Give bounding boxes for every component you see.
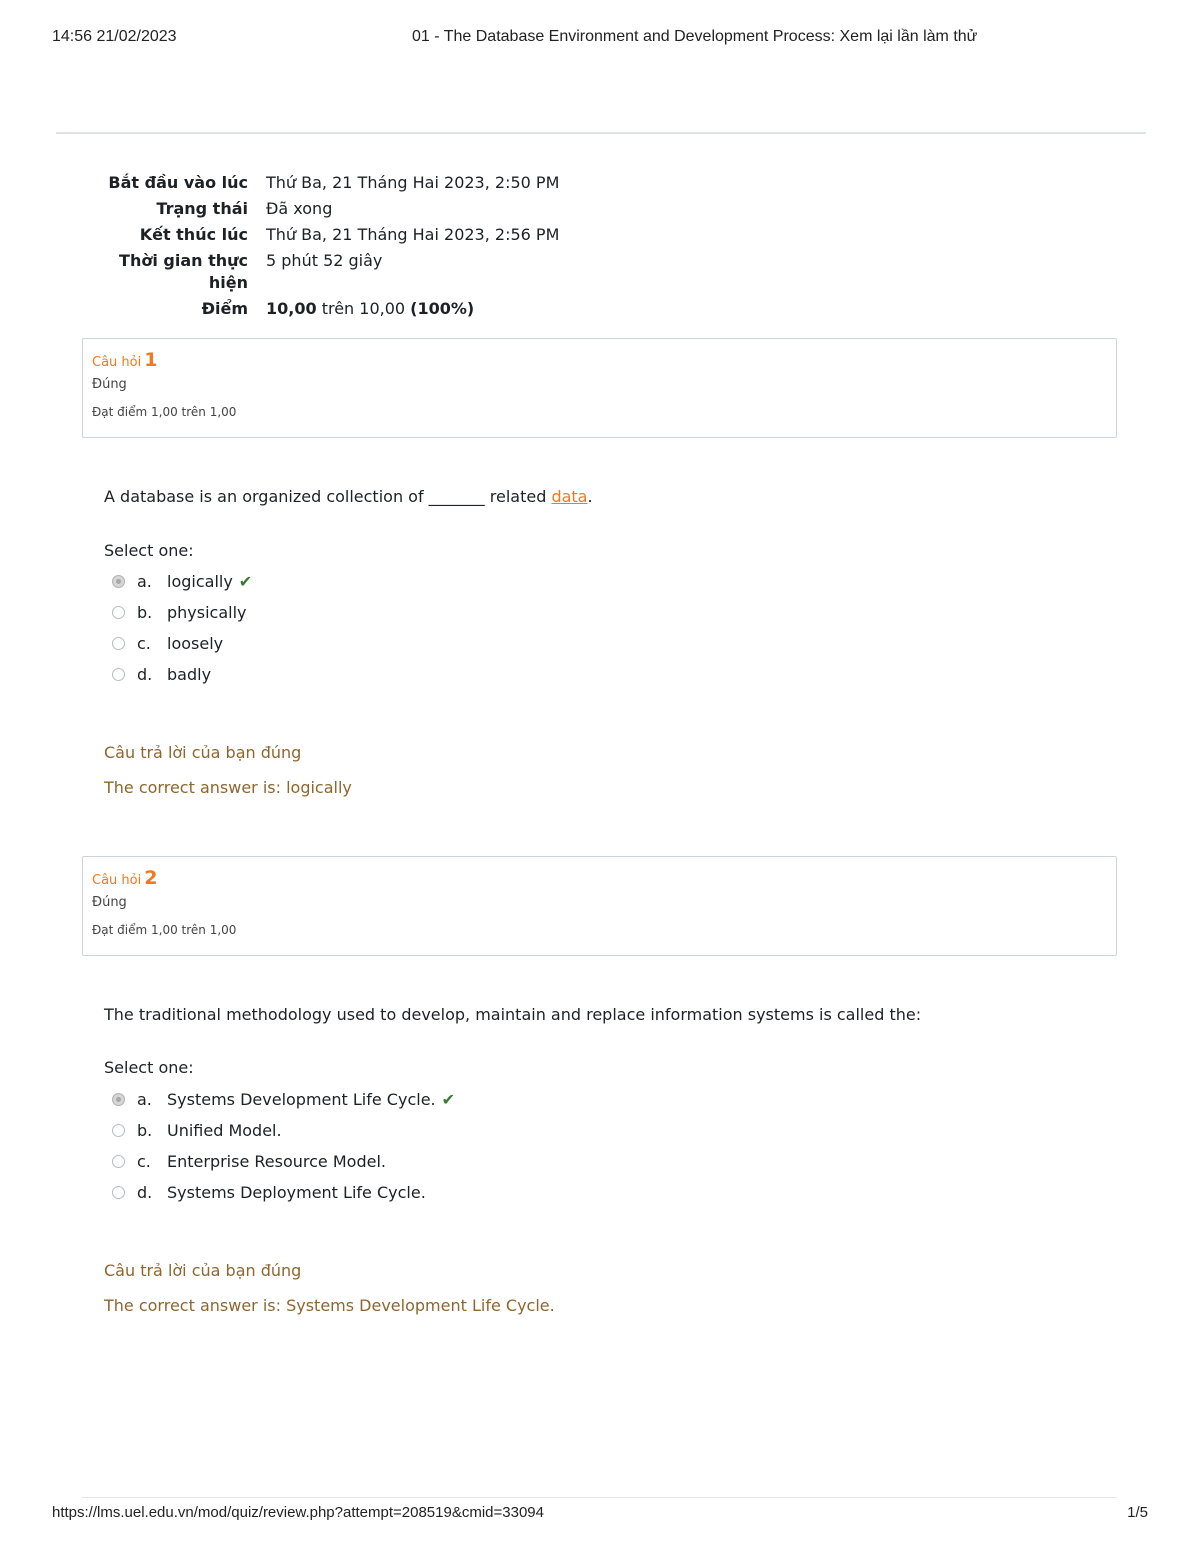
answer-option[interactable] bbox=[112, 628, 252, 659]
question-text-2: The traditional methodology used to develop, maintain and replace information systems is called the: bbox=[104, 1005, 922, 1024]
option-letter: a. bbox=[137, 1090, 152, 1109]
question-info-2 bbox=[82, 856, 1117, 956]
option-letter: d. bbox=[137, 1183, 153, 1202]
summary-label: Bắt đầu vào lúc bbox=[108, 173, 248, 192]
answer-options-1 bbox=[112, 566, 252, 690]
option-text: badly bbox=[167, 665, 212, 684]
glossary-link-data[interactable]: data bbox=[551, 487, 588, 506]
summary-row-state bbox=[100, 198, 800, 220]
grade-percent: (100%) bbox=[410, 299, 475, 318]
divider bbox=[56, 132, 1146, 134]
select-prompt: Select one: bbox=[104, 541, 194, 560]
summary-row-grade bbox=[100, 298, 800, 320]
question-text-1 bbox=[104, 487, 593, 506]
option-letter: a. bbox=[137, 572, 152, 591]
question-state: Đúng bbox=[92, 377, 127, 392]
option-text: loosely bbox=[167, 634, 224, 653]
summary-value: Đã xong bbox=[266, 199, 333, 218]
radio-button[interactable] bbox=[112, 1155, 125, 1168]
option-text: Systems Deployment Life Cycle. bbox=[167, 1183, 426, 1202]
attempt-summary bbox=[100, 172, 800, 324]
page-number: 1/5 bbox=[1127, 1504, 1148, 1521]
checkmark-icon: ✔ bbox=[238, 572, 253, 591]
answer-option[interactable] bbox=[112, 597, 252, 628]
answer-option[interactable] bbox=[112, 1146, 455, 1177]
summary-value: 5 phút 52 giây bbox=[266, 251, 383, 270]
question-number bbox=[92, 347, 1107, 373]
question-number bbox=[92, 865, 1107, 891]
divider bbox=[82, 1497, 1117, 1498]
summary-label: Thời gian thực hiện bbox=[119, 251, 248, 292]
question-mark: Đạt điểm 1,00 trên 1,00 bbox=[92, 923, 237, 937]
radio-button[interactable] bbox=[112, 1124, 125, 1137]
select-prompt: Select one: bbox=[104, 1058, 194, 1077]
question-num: 1 bbox=[144, 349, 158, 371]
grade-score: 10,00 bbox=[266, 299, 317, 318]
feedback-correct: Câu trả lời của bạn đúng bbox=[104, 743, 302, 762]
option-text: Systems Development Life Cycle. bbox=[167, 1090, 436, 1109]
question-label: Câu hỏi bbox=[92, 873, 142, 888]
summary-label: Trạng thái bbox=[156, 199, 248, 218]
question-state: Đúng bbox=[92, 895, 127, 910]
option-text: physically bbox=[167, 603, 247, 622]
summary-value: Thứ Ba, 21 Tháng Hai 2023, 2:56 PM bbox=[266, 225, 560, 244]
answer-option[interactable] bbox=[112, 1177, 455, 1208]
option-text: Unified Model. bbox=[167, 1121, 282, 1140]
answer-option[interactable] bbox=[112, 659, 252, 690]
checkmark-icon: ✔ bbox=[441, 1090, 456, 1109]
radio-button[interactable] bbox=[112, 668, 125, 681]
answer-option[interactable] bbox=[112, 1115, 455, 1146]
option-text: Enterprise Resource Model. bbox=[167, 1152, 386, 1171]
answer-options-2 bbox=[112, 1084, 455, 1208]
feedback-correct: Câu trả lời của bạn đúng bbox=[104, 1261, 302, 1280]
option-letter: d. bbox=[137, 665, 153, 684]
print-timestamp: 14:56 21/02/2023 bbox=[52, 28, 177, 45]
option-text: logically bbox=[167, 572, 233, 591]
radio-button[interactable] bbox=[112, 606, 125, 619]
question-num: 2 bbox=[144, 867, 158, 889]
grade-out-of: trên 10,00 bbox=[321, 299, 406, 318]
option-letter: c. bbox=[137, 1152, 151, 1171]
summary-value: Thứ Ba, 21 Tháng Hai 2023, 2:50 PM bbox=[266, 173, 560, 192]
question-label: Câu hỏi bbox=[92, 355, 142, 370]
print-title: 01 - The Database Environment and Development Process: Xem lại lần làm thử bbox=[412, 28, 978, 45]
option-letter: b. bbox=[137, 603, 153, 622]
summary-row-started bbox=[100, 172, 800, 194]
summary-label: Điểm bbox=[201, 299, 248, 318]
summary-row-time bbox=[100, 250, 800, 294]
question-text-after: . bbox=[587, 487, 593, 506]
right-answer: The correct answer is: logically bbox=[104, 778, 352, 797]
radio-button[interactable] bbox=[112, 1186, 125, 1199]
summary-label: Kết thúc lúc bbox=[139, 225, 248, 244]
radio-button-checked[interactable] bbox=[112, 1093, 125, 1106]
question-info-1 bbox=[82, 338, 1117, 438]
summary-row-completed bbox=[100, 224, 800, 246]
radio-button[interactable] bbox=[112, 637, 125, 650]
print-footer bbox=[0, 1504, 1200, 1526]
print-header bbox=[0, 28, 1200, 50]
right-answer: The correct answer is: Systems Development Life Cycle. bbox=[104, 1296, 555, 1315]
answer-option[interactable] bbox=[112, 566, 252, 597]
answer-option[interactable] bbox=[112, 1084, 455, 1115]
page-url: https://lms.uel.edu.vn/mod/quiz/review.php?attempt=208519&cmid=33094 bbox=[52, 1504, 544, 1521]
summary-value bbox=[266, 298, 800, 320]
question-mark: Đạt điểm 1,00 trên 1,00 bbox=[92, 405, 237, 419]
option-letter: c. bbox=[137, 634, 151, 653]
option-letter: b. bbox=[137, 1121, 153, 1140]
question-text-before: A database is an organized collection of _______ related bbox=[104, 487, 552, 506]
radio-button-checked[interactable] bbox=[112, 575, 125, 588]
